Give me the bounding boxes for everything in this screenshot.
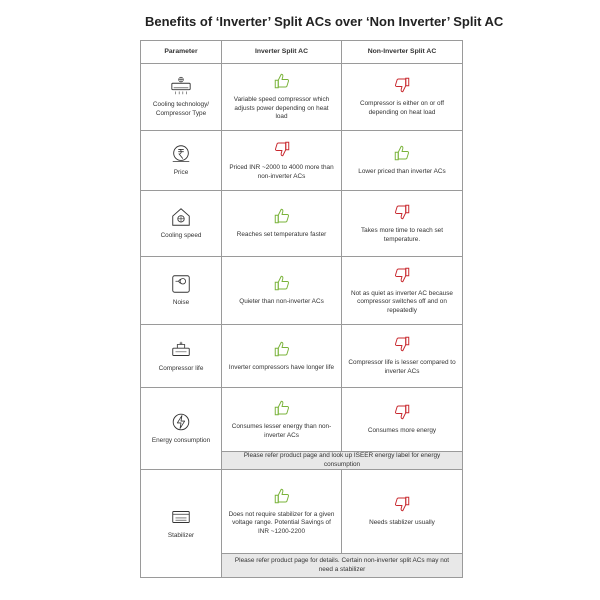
table-row	[141, 191, 463, 257]
parameter-cell	[141, 388, 222, 470]
table-row	[141, 131, 463, 191]
inverter-cell	[222, 64, 342, 131]
energy-note: Please refer product page and look up ISEER energy label for energy consumption	[222, 452, 463, 470]
parameter-label: Compressor life	[158, 364, 204, 372]
parameter-label: Price	[173, 169, 189, 177]
thumbs-up-icon	[393, 144, 411, 162]
header-parameter: Parameter	[141, 41, 222, 64]
non-inverter-text: Takes more time to reach set temperature.	[360, 226, 444, 243]
non-inverter-cell	[342, 131, 463, 191]
inverter-cell	[222, 257, 342, 325]
stabilizer-note: Please refer product page for details. Certain non-inverter split ACs may not need a stabilizer	[222, 554, 463, 578]
thumbs-down-icon	[393, 266, 411, 284]
non-inverter-text: Not as quiet as inverter AC because compressor switches off and on repeatedly	[351, 289, 453, 314]
table-row	[141, 325, 463, 388]
inverter-cell	[222, 191, 342, 257]
inverter-text: Inverter compressors have longer life	[228, 363, 335, 371]
thumbs-up-icon	[273, 207, 291, 225]
rupee-wallet-icon	[170, 143, 192, 165]
non-inverter-text: Compressor is either on or off depending on heat load	[359, 100, 445, 116]
inverter-text: Quieter than non-inverter ACs	[239, 298, 324, 306]
thumbs-down-icon	[393, 495, 411, 513]
parameter-cell	[141, 257, 222, 325]
non-inverter-cell	[342, 191, 463, 257]
thumbs-up-icon	[273, 340, 291, 358]
thumbs-up-icon	[273, 72, 291, 90]
thumbs-up-icon	[273, 274, 291, 292]
energy-bolt-icon	[170, 411, 192, 433]
thumbs-down-icon	[393, 403, 411, 421]
inverter-cell	[222, 131, 342, 191]
inverter-text: Consumes lesser energy than non-inverter ACs	[231, 422, 332, 439]
table-row	[141, 470, 463, 554]
speaker-icon	[170, 273, 192, 295]
thumbs-down-icon	[393, 76, 411, 94]
table-row	[141, 257, 463, 325]
table-header-row	[141, 41, 463, 64]
non-inverter-text: Consumes more energy	[367, 427, 437, 435]
non-inverter-text: Needs stablizer usually	[369, 519, 435, 527]
inverter-cell	[222, 470, 342, 554]
non-inverter-text: Lower priced than inverter ACs	[358, 168, 446, 176]
non-inverter-cell	[342, 257, 463, 325]
stabilizer-icon	[170, 506, 192, 528]
parameter-label: Cooling speed	[160, 232, 202, 240]
thumbs-down-icon	[273, 140, 291, 158]
parameter-cell	[141, 191, 222, 257]
thumbs-down-icon	[393, 203, 411, 221]
inverter-cell	[222, 325, 342, 388]
table-row	[141, 388, 463, 452]
comparison-table	[140, 40, 463, 578]
parameter-label: Energy consumption	[151, 437, 211, 445]
parameter-label: Cooling technology/ Compressor Type	[152, 101, 210, 117]
inverter-text: Does not require stabilizer for a given voltage range. Potential Savings of INR ~1200-2200	[228, 510, 335, 535]
non-inverter-cell	[342, 325, 463, 388]
parameter-cell	[141, 131, 222, 191]
inverter-text: Priced INR ~2000 to 4000 more than non-inverter ACs	[229, 163, 334, 180]
inverter-text: Variable speed compressor which adjusts power depending on heat load	[233, 96, 330, 121]
non-inverter-cell	[342, 388, 463, 452]
inverter-cell	[222, 388, 342, 452]
parameter-label: Noise	[172, 299, 190, 307]
parameter-cell	[141, 325, 222, 388]
header-inverter: Inverter Split AC	[222, 41, 342, 64]
ac-unit-icon	[170, 75, 192, 97]
header-non-inverter: Non-Inverter Split AC	[342, 41, 463, 64]
compressor-icon	[170, 339, 192, 361]
page-title: Benefits of ‘Inverter’ Split ACs over ‘Non Inverter’ Split AC	[145, 14, 504, 29]
non-inverter-text: Compressor life is lesser compared to inverter ACs	[348, 359, 456, 375]
inverter-text: Reaches set temperature faster	[236, 231, 327, 239]
parameter-cell	[141, 64, 222, 131]
non-inverter-cell	[342, 470, 463, 554]
house-fan-icon	[170, 206, 192, 228]
parameter-label: Stabilizer	[167, 532, 195, 540]
thumbs-up-icon	[273, 487, 291, 505]
parameter-cell	[141, 470, 222, 578]
thumbs-up-icon	[273, 399, 291, 417]
table-row	[141, 64, 463, 131]
thumbs-down-icon	[393, 335, 411, 353]
non-inverter-cell	[342, 64, 463, 131]
